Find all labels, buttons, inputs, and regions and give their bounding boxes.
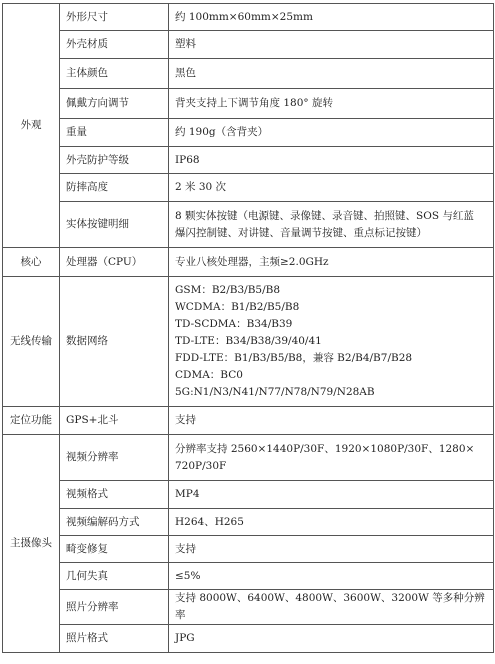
- spec-value: [169, 563, 494, 590]
- spec-row: [3, 435, 494, 481]
- spec-row: [3, 509, 494, 536]
- spec-name: 照片格式: [60, 625, 169, 653]
- spec-value-line: CDMA：BC0: [175, 369, 243, 381]
- spec-value: [169, 536, 494, 563]
- spec-value: [169, 248, 494, 277]
- spec-value: [169, 407, 494, 435]
- spec-value-line: 支持: [175, 414, 196, 426]
- spec-name: 几何失真: [60, 563, 169, 590]
- spec-value-line: H264、H265: [175, 515, 244, 528]
- spec-value: [169, 89, 494, 119]
- spec-value-line: ≤5%: [175, 569, 201, 582]
- spec-value-line: 专业八核处理器，主频≥2.0GHz: [175, 255, 329, 268]
- spec-table: [2, 3, 494, 653]
- spec-value-line: 5G:N1/N3/N41/N77/N78/N79/N28AB: [175, 386, 375, 398]
- spec-value: [169, 147, 494, 174]
- spec-name: 外壳材质: [60, 31, 169, 59]
- spec-value: [169, 435, 494, 481]
- spec-row: [3, 248, 494, 277]
- spec-name: 视频格式: [60, 481, 169, 509]
- spec-value: [169, 625, 494, 653]
- spec-value-line: 爆闪控制键、对讲键、音量调节按键、重点标记按键）: [175, 226, 427, 239]
- section-category: 无线传输: [3, 277, 60, 407]
- spec-value: [169, 59, 494, 89]
- spec-row: [3, 590, 494, 625]
- spec-value-line: MP4: [175, 488, 200, 500]
- spec-value: [169, 31, 494, 59]
- spec-value: [169, 509, 494, 536]
- spec-value-line: 支持: [175, 542, 196, 555]
- spec-value: [169, 174, 494, 202]
- spec-row: [3, 202, 494, 248]
- spec-name: 视频分辨率: [60, 435, 169, 481]
- spec-name: 数据网络: [60, 277, 169, 407]
- spec-value-line: JPG: [175, 632, 195, 644]
- spec-row: [3, 4, 494, 31]
- spec-row: [3, 174, 494, 202]
- spec-table-body: [3, 4, 494, 653]
- spec-row: [3, 563, 494, 590]
- spec-name: 畸变修复: [60, 536, 169, 563]
- section-category: 定位功能: [3, 407, 60, 435]
- spec-value-line: 黑色: [175, 67, 196, 79]
- spec-value-line: FDD-LTE：B1/B3/B5/B8，兼容 B2/B4/B7/B28: [175, 352, 413, 364]
- spec-row: [3, 481, 494, 509]
- spec-value-line: 约 190g（含背夹）: [175, 126, 269, 138]
- section-category: 核心: [3, 248, 60, 277]
- spec-value-line: 720P/30F: [175, 459, 227, 472]
- spec-value: [169, 481, 494, 509]
- spec-name: 视频编解码方式: [60, 509, 169, 536]
- spec-name: 重量: [60, 119, 169, 147]
- spec-value: [169, 119, 494, 147]
- spec-value-line: WCDMA：B1/B2/B5/B8: [175, 301, 300, 313]
- spec-value-line: IP68: [175, 153, 200, 166]
- spec-name: 实体按键明细: [60, 202, 169, 248]
- spec-name: 外形尺寸: [60, 4, 169, 31]
- spec-name: 佩戴方向调节: [60, 89, 169, 119]
- spec-row: [3, 147, 494, 174]
- section-category: 外观: [3, 4, 60, 248]
- spec-value-line: 支持 8000W、6400W、4800W、3600W、3200W 等多种分辨率: [175, 592, 485, 621]
- spec-value: [169, 202, 494, 248]
- spec-value-line: 塑料: [175, 38, 196, 50]
- spec-row: [3, 625, 494, 653]
- spec-value-line: TD-LTE：B34/B38/39/40/41: [175, 335, 322, 347]
- spec-row: [3, 536, 494, 563]
- spec-row: [3, 31, 494, 59]
- section-category: 主摄像头: [3, 435, 60, 653]
- spec-name: 处理器（CPU）: [60, 248, 169, 277]
- spec-name: 外壳防护等级: [60, 147, 169, 174]
- spec-value-line: 约 100mm×60mm×25mm: [175, 10, 313, 23]
- spec-name: 防摔高度: [60, 174, 169, 202]
- spec-row: [3, 89, 494, 119]
- spec-row: [3, 407, 494, 435]
- spec-name: 主体颜色: [60, 59, 169, 89]
- spec-value: [169, 590, 494, 625]
- spec-value: [169, 277, 494, 407]
- spec-value-line: TD-SCDMA：B34/B39: [175, 318, 293, 330]
- spec-name: 照片分辨率: [60, 590, 169, 625]
- spec-name: GPS+北斗: [60, 407, 169, 435]
- spec-value-line: 8 颗实体按键（电源键、录像键、录音键、拍照键、SOS 与红蓝: [175, 209, 474, 222]
- spec-value-line: 2 米 30 次: [175, 181, 227, 193]
- spec-value-line: 背夹支持上下调节角度 180° 旋转: [175, 97, 333, 109]
- spec-row: [3, 59, 494, 89]
- spec-row: [3, 277, 494, 407]
- spec-row: [3, 119, 494, 147]
- spec-value-line: 分辨率支持 2560×1440P/30F、1920×1080P/30F、1280×: [175, 442, 475, 455]
- spec-value-line: GSM：B2/B3/B5/B8: [175, 284, 281, 296]
- spec-value: [169, 4, 494, 31]
